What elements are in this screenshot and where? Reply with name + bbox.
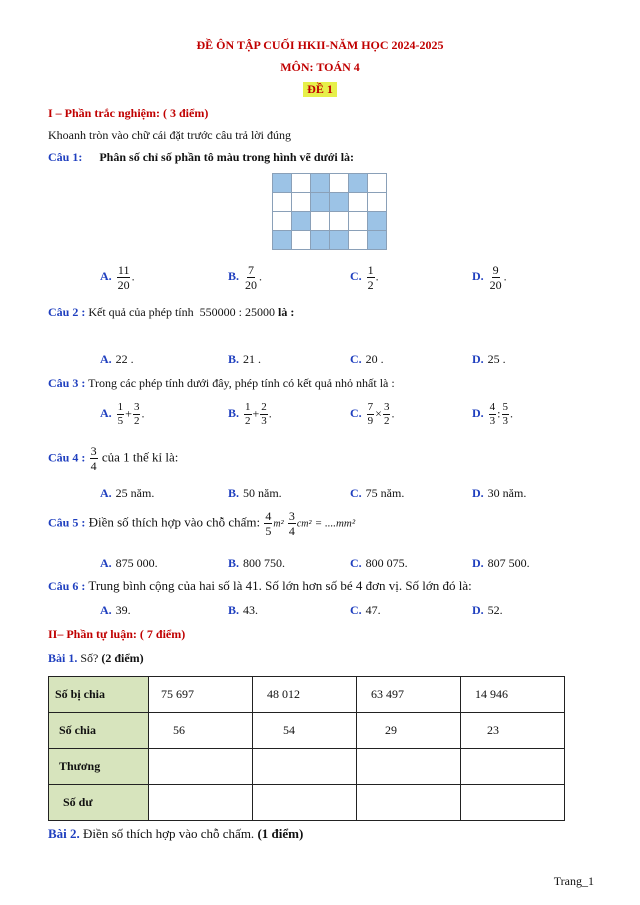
- q1-option-d[interactable]: [472, 264, 507, 291]
- fraction-numerator: 3: [288, 509, 295, 523]
- question-3-text: Trong các phép tính dưới đây, phép tính có kết quả nhỏ nhất là :: [88, 376, 395, 390]
- grid-cell-shaded: [349, 174, 368, 193]
- q2-option-a-text: 22 .: [115, 352, 134, 366]
- grid-cell-shaded: [311, 174, 330, 193]
- q4-option-a-text: 25 năm.: [115, 486, 155, 500]
- question-1: [48, 150, 354, 165]
- grid-cell-shaded: [311, 193, 330, 212]
- fraction: [244, 402, 252, 427]
- answer-cell[interactable]: [357, 749, 461, 785]
- q1-option-c[interactable]: [350, 264, 379, 291]
- q1-option-b[interactable]: [228, 264, 262, 291]
- q1-option-b-tail: .: [259, 269, 263, 284]
- q5-option-b-letter: B.: [228, 556, 240, 570]
- fraction-denominator: 9: [367, 415, 374, 427]
- table-cell: 14 946: [461, 677, 565, 713]
- bai2-points: (1 điểm): [257, 826, 304, 841]
- fraction-numerator: 4: [489, 401, 496, 413]
- q3-option-c[interactable]: [350, 402, 394, 427]
- q5-option-a-text: 875 000.: [115, 556, 158, 570]
- grid-cell-shaded: [273, 231, 292, 250]
- question-5-fraction-2: [288, 510, 296, 537]
- question-5-text: Điền số thích hợp vào chỗ chấm:: [88, 514, 261, 530]
- bai1-points: (2 điểm): [101, 651, 144, 665]
- question-6: [48, 578, 472, 594]
- fraction: [502, 402, 510, 427]
- q3-option-d-letter: D.: [472, 406, 484, 421]
- q6-option-a-text: 39.: [115, 603, 131, 617]
- grid-row: [273, 231, 387, 250]
- grid-row: [273, 212, 387, 231]
- operator: +: [125, 406, 132, 421]
- q6-option-c[interactable]: [350, 603, 381, 618]
- question-1-text: Phân số chỉ số phần tô màu trong hình vẽ dưới là:: [99, 150, 355, 164]
- grid-cell-empty: [368, 174, 387, 193]
- q3-option-b[interactable]: [228, 402, 272, 427]
- question-5: [48, 510, 355, 537]
- question-5-label: Câu 5 :: [48, 515, 86, 530]
- q3-option-b-letter: B.: [228, 406, 240, 421]
- q6-option-d[interactable]: [472, 603, 503, 618]
- exam-number: [0, 82, 640, 97]
- q5-option-a-letter: A.: [100, 556, 112, 570]
- grid-cell-empty: [273, 212, 292, 231]
- grid-cell-empty: [311, 212, 330, 231]
- q2-option-c-letter: C.: [350, 352, 362, 366]
- fraction-numerator: 1: [117, 401, 124, 413]
- answer-cell[interactable]: [149, 785, 253, 821]
- row-header-so-chia: Số chia: [49, 713, 149, 749]
- fraction: [367, 402, 375, 427]
- fraction-denominator: 2: [133, 415, 140, 427]
- q3-option-a-letter: A.: [100, 406, 112, 421]
- grid-cell-empty: [330, 174, 349, 193]
- grid-cell-empty: [330, 212, 349, 231]
- question-2-tail: là :: [278, 305, 295, 319]
- question-5-fraction-1: [264, 510, 272, 537]
- q3-option-a-tail: .: [141, 406, 145, 421]
- exam-title: ĐỀ ÔN TẬP CUỐI HKII-NĂM HỌC 2024-2025: [196, 38, 444, 52]
- q1-option-b-fraction: [244, 264, 258, 291]
- q5-option-c-text: 800 075.: [365, 556, 408, 570]
- unit-cm2: cm²: [296, 518, 312, 530]
- q2-option-d-letter: D.: [472, 352, 484, 366]
- part2-heading: II– Phần tự luận: ( 7 điểm): [48, 627, 186, 641]
- q6-option-c-letter: C.: [350, 603, 362, 617]
- shaded-grid-figure: [272, 173, 387, 250]
- fraction-numerator: 5: [502, 401, 509, 413]
- grid-cell-shaded: [330, 193, 349, 212]
- q6-option-c-text: 47.: [365, 603, 381, 617]
- question-4-label: Câu 4 :: [48, 450, 86, 465]
- question-4: [48, 445, 178, 472]
- q5-option-b[interactable]: [228, 556, 285, 571]
- q6-option-b-letter: B.: [228, 603, 240, 617]
- fraction-numerator: 1: [245, 401, 251, 413]
- fraction-denominator: 4: [90, 459, 97, 473]
- row-header-thuong: Thương: [49, 749, 149, 785]
- table-cell: 56: [149, 713, 253, 749]
- q5-option-c[interactable]: [350, 556, 408, 571]
- q5-option-d-text: 807 500.: [487, 556, 530, 570]
- bai1-label: Bài 1.: [48, 651, 78, 665]
- fraction: [260, 402, 268, 427]
- question-2-label: Câu 2 :: [48, 305, 86, 319]
- operator: ×: [375, 406, 382, 421]
- q1-option-c-letter: C.: [350, 269, 362, 284]
- question-3: [48, 376, 395, 391]
- q2-option-c[interactable]: [350, 352, 384, 367]
- fraction: [117, 402, 125, 427]
- answer-cell[interactable]: [253, 785, 357, 821]
- unit-m2: m²: [273, 518, 284, 530]
- q4-option-d-text: 30 năm.: [487, 486, 527, 500]
- q1-option-d-fraction: [489, 264, 503, 291]
- fraction-denominator: 3: [261, 415, 267, 427]
- q1-option-d-tail: .: [503, 269, 507, 284]
- answer-cell[interactable]: [149, 749, 253, 785]
- question-5-rhs: = ....mm²: [314, 517, 356, 530]
- fraction-denominator: 2: [367, 278, 374, 292]
- answer-cell[interactable]: [461, 749, 565, 785]
- fraction-denominator: 20: [489, 278, 502, 292]
- q5-option-d-letter: D.: [472, 556, 484, 570]
- grid-row: [273, 193, 387, 212]
- q5-option-c-letter: C.: [350, 556, 362, 570]
- table-cell: 48 012: [253, 677, 357, 713]
- table-cell: 54: [253, 713, 357, 749]
- q6-option-b-text: 43.: [243, 603, 259, 617]
- q4-option-d[interactable]: [472, 486, 526, 501]
- q1-option-a[interactable]: [100, 264, 135, 291]
- q2-option-b[interactable]: [228, 352, 261, 367]
- q1-option-a-letter: A.: [100, 269, 112, 284]
- q3-option-d[interactable]: [472, 402, 513, 427]
- bai2-heading: [48, 826, 303, 842]
- fraction-denominator: 3: [489, 415, 496, 427]
- fraction-numerator: 3: [383, 401, 390, 413]
- q4-option-b[interactable]: [228, 486, 282, 501]
- fraction-denominator: 2: [245, 415, 251, 427]
- q4-option-a-letter: A.: [100, 486, 112, 500]
- fraction-numerator: 3: [133, 401, 140, 413]
- table-cell: 75 697: [149, 677, 253, 713]
- answer-cell[interactable]: [461, 785, 565, 821]
- question-4-text: của 1 thế kỉ là:: [101, 449, 179, 465]
- question-3-label: Câu 3 :: [48, 376, 86, 390]
- exam-number-label: ĐỀ 1: [303, 82, 337, 97]
- grid-cell-empty: [292, 174, 311, 193]
- question-2: [48, 305, 294, 320]
- answer-cell[interactable]: [357, 785, 461, 821]
- q3-option-b-tail: .: [268, 406, 272, 421]
- question-2-expression: 550000 : 25000: [199, 305, 275, 319]
- fraction-denominator: 4: [288, 524, 295, 538]
- grid-row: [273, 174, 387, 193]
- table-row: [49, 749, 565, 785]
- table-row: [49, 677, 565, 713]
- q4-option-c[interactable]: [350, 486, 404, 501]
- question-6-text: Trung bình cộng của hai số là 41. Số lớn hơn số bé 4 đơn vị. Số lớn đó là:: [88, 578, 472, 593]
- fraction-numerator: 1: [367, 263, 374, 277]
- q1-option-c-tail: .: [375, 269, 379, 284]
- grid-cell-shaded: [330, 231, 349, 250]
- q2-option-a[interactable]: [100, 352, 134, 367]
- table-row: [49, 785, 565, 821]
- bai1-heading: [48, 651, 144, 666]
- operator: :: [497, 406, 501, 421]
- q2-option-d-text: 25 .: [487, 352, 506, 366]
- grid-cell-empty: [292, 231, 311, 250]
- grid-cell-empty: [292, 193, 311, 212]
- q4-option-d-letter: D.: [472, 486, 484, 500]
- q5-option-d[interactable]: [472, 556, 530, 571]
- grid-cell-shaded: [292, 212, 311, 231]
- table-cell: 63 497: [357, 677, 461, 713]
- grid-cell-shaded: [368, 212, 387, 231]
- q4-option-b-letter: B.: [228, 486, 240, 500]
- answer-cell[interactable]: [253, 749, 357, 785]
- part1-instruction: Khoanh tròn vào chữ cái đặt trước câu trả lời đúng: [48, 128, 291, 142]
- fraction-numerator: 3: [90, 444, 97, 458]
- q6-option-d-letter: D.: [472, 603, 484, 617]
- table-cell: 29: [357, 713, 461, 749]
- q6-option-a[interactable]: [100, 603, 131, 618]
- q4-option-c-letter: C.: [350, 486, 362, 500]
- grid-cell-empty: [368, 193, 387, 212]
- q1-option-d-letter: D.: [472, 269, 484, 284]
- fraction: [489, 402, 497, 427]
- fraction: [133, 402, 141, 427]
- row-header-so-bi-chia: Số bị chia: [49, 677, 149, 713]
- bai2-label: Bài 2.: [48, 826, 80, 841]
- q3-option-a[interactable]: [100, 402, 144, 427]
- fraction-denominator: 5: [265, 524, 272, 538]
- grid-cell-shaded: [368, 231, 387, 250]
- fraction-denominator: 20: [117, 278, 130, 292]
- fraction-denominator: 5: [117, 415, 124, 427]
- grid-cell-shaded: [311, 231, 330, 250]
- q5-option-b-text: 800 750.: [243, 556, 286, 570]
- q4-option-b-text: 50 năm.: [243, 486, 282, 500]
- question-6-label: Câu 6 :: [48, 579, 86, 593]
- table-cell: 23: [461, 713, 565, 749]
- subject-title: MÔN: TOÁN 4: [280, 60, 360, 74]
- q2-option-b-letter: B.: [228, 352, 240, 366]
- grid-cell-shaded: [273, 174, 292, 193]
- fraction-denominator: 2: [383, 415, 390, 427]
- fraction-numerator: 2: [261, 401, 267, 413]
- q1-option-b-letter: B.: [228, 269, 240, 284]
- q3-option-c-tail: .: [391, 406, 395, 421]
- q2-option-a-letter: A.: [100, 352, 112, 366]
- question-1-label: Câu 1:: [48, 150, 83, 164]
- part1-heading: I – Phần trắc nghiệm: ( 3 điểm): [48, 106, 209, 120]
- fraction-denominator: 3: [502, 415, 509, 427]
- operator: +: [252, 406, 260, 421]
- q2-option-b-text: 21 .: [243, 352, 262, 366]
- q3-option-d-tail: .: [510, 406, 514, 421]
- q2-option-d[interactable]: [472, 352, 506, 367]
- grid-cell-empty: [273, 193, 292, 212]
- fraction-numerator: 9: [492, 263, 499, 277]
- fraction-numerator: 11: [117, 263, 130, 277]
- q3-option-c-letter: C.: [350, 406, 362, 421]
- q1-option-c-fraction: [367, 264, 375, 291]
- table-row: [49, 713, 565, 749]
- bai1-text: Số?: [80, 651, 99, 665]
- question-2-text: Kết quả của phép tính: [88, 305, 194, 319]
- q6-option-a-letter: A.: [100, 603, 112, 617]
- q6-option-b[interactable]: [228, 603, 258, 618]
- fraction-numerator: 4: [265, 509, 272, 523]
- grid-cell-empty: [349, 212, 368, 231]
- fraction-denominator: 20: [245, 278, 258, 292]
- fraction-numerator: 7: [248, 263, 255, 277]
- bai2-text: Điền số thích hợp vào chỗ chấm.: [83, 826, 255, 841]
- q6-option-d-text: 52.: [487, 603, 503, 617]
- q1-option-a-tail: .: [131, 269, 135, 284]
- q4-option-c-text: 75 năm.: [365, 486, 405, 500]
- grid-cell-empty: [349, 193, 368, 212]
- q1-option-a-fraction: [117, 264, 131, 291]
- page-number: Trang_1: [553, 874, 594, 888]
- row-header-so-du: Số dư: [49, 785, 149, 821]
- fraction: [383, 402, 391, 427]
- division-table: [48, 676, 565, 821]
- q2-option-c-text: 20 .: [365, 352, 384, 366]
- grid-cell-empty: [349, 231, 368, 250]
- q5-option-a[interactable]: [100, 556, 158, 571]
- fraction-numerator: 7: [367, 401, 374, 413]
- q4-option-a[interactable]: [100, 486, 154, 501]
- question-4-fraction: [90, 445, 98, 472]
